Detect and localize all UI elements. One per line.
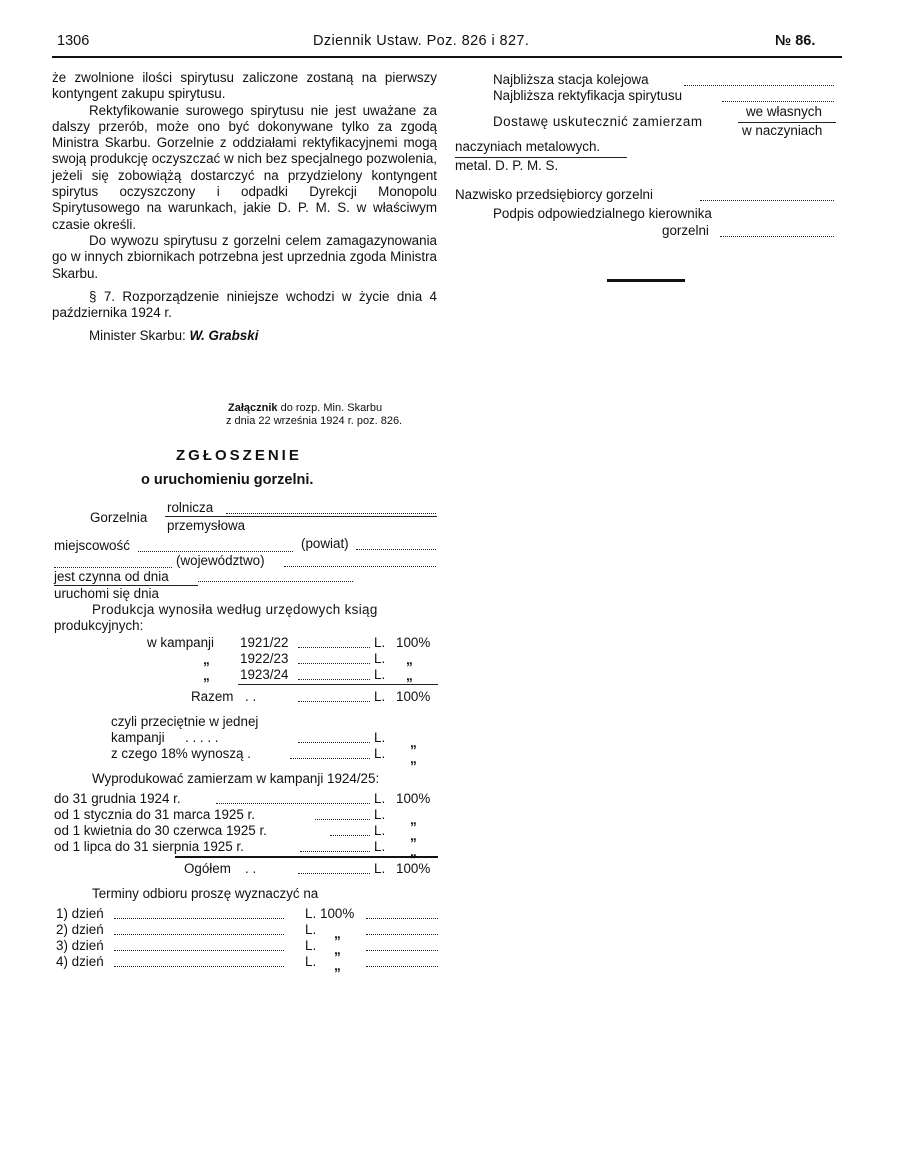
liters-label: L. bbox=[305, 922, 317, 937]
jest-czynna-field[interactable] bbox=[198, 581, 353, 582]
z-czego-field[interactable] bbox=[290, 758, 370, 759]
razem-field[interactable] bbox=[298, 701, 370, 702]
z-czego-label: z czego 18% wynoszą . bbox=[111, 746, 251, 761]
powiat-field[interactable] bbox=[356, 549, 436, 550]
stacja-field[interactable] bbox=[684, 85, 834, 86]
period-4: od 1 lipca do 31 sierpnia 1925 r. bbox=[54, 839, 244, 854]
pickup-day-4-amount[interactable] bbox=[366, 966, 438, 967]
ditto-mark: „ bbox=[410, 812, 417, 827]
ditto-mark: „ bbox=[406, 668, 413, 683]
podpis-label: Podpis odpowiedzialnego kierownika bbox=[493, 206, 712, 221]
period-4-field[interactable] bbox=[300, 851, 370, 852]
czyli-line-1: czyli przeciętnie w jednej bbox=[111, 714, 259, 729]
terminy-label: Terminy odbioru proszę wyznaczyć na bbox=[92, 886, 319, 901]
annex-line-2: z dnia 22 września 1924 r. poz. 826. bbox=[226, 415, 403, 427]
year-1923-24: 1923/24 bbox=[240, 667, 289, 682]
ditto-mark: „ bbox=[410, 735, 417, 750]
produkcja-line-1: Produkcja wynosiła według urzędowych ksiąg bbox=[92, 602, 378, 617]
gorzelnia-label: Gorzelnia bbox=[90, 510, 148, 525]
ditto-mark: „ bbox=[203, 668, 210, 683]
pickup-day-4-field[interactable] bbox=[114, 966, 284, 967]
uruchomi-label: uruchomi się dnia bbox=[54, 586, 159, 601]
rektyfikacja-label: Najbliższa rektyfikacja spirytusu bbox=[493, 88, 683, 103]
percent-label: 100% bbox=[396, 635, 431, 650]
liters-label: L. bbox=[305, 906, 317, 921]
podpis-field[interactable] bbox=[720, 236, 834, 237]
paragraph-2: Rektyfikowanie surowego spirytusu nie jest uważane za dalszy przerób, może ono być dokonywane tylko za zgodą Ministra Skarbu. Gorzelnie z oddziałami rektyfikacyjnemi mogą swoją produkcję oczyszczać w nich bez specjalnego pozwolenia, jeżeli się zobowiążą dostarczyć na przydzielony kontyngent spirytus oczyszczony i odpadki Dyrekcji Monopolu Spirytusowego na warunkach, jakie D. P. M. S. w właściwym czasie określi. bbox=[52, 102, 437, 232]
section-end-rule bbox=[607, 279, 685, 282]
fraction-line bbox=[165, 516, 437, 517]
period-3: od 1 kwietnia do 30 czerwca 1925 r. bbox=[54, 823, 267, 838]
rolnicza-field[interactable] bbox=[226, 513, 436, 514]
period-3-field[interactable] bbox=[330, 835, 370, 836]
ditto-mark: „ bbox=[410, 844, 417, 859]
year-1921-22: 1921/22 bbox=[240, 635, 289, 650]
produkcja-line-2: produkcyjnych: bbox=[54, 618, 144, 633]
liters-label: L. bbox=[374, 791, 386, 806]
liters-label: L. bbox=[374, 689, 386, 704]
liters-label: L. bbox=[374, 861, 386, 876]
w-naczyniach-label: w naczyniach bbox=[742, 123, 823, 138]
ditto-mark: „ bbox=[203, 652, 210, 667]
period-1-field[interactable] bbox=[216, 803, 370, 804]
pickup-day-2: 2) dzień bbox=[56, 922, 104, 937]
production-1921-22-field[interactable] bbox=[298, 647, 370, 648]
stacja-label: Najbliższa stacja kolejowa bbox=[493, 72, 649, 87]
period-1: do 31 grudnia 1924 r. bbox=[54, 791, 181, 806]
form-subtitle: o uruchomieniu gorzelni. bbox=[141, 472, 314, 488]
dots: . . . . . bbox=[185, 730, 219, 745]
dots: . . bbox=[245, 689, 257, 704]
liters-label: L. bbox=[305, 954, 317, 969]
year-1922-23: 1922/23 bbox=[240, 651, 289, 666]
pickup-day-1-amount[interactable] bbox=[366, 918, 438, 919]
annex-line-1 bbox=[228, 402, 382, 414]
header-rule bbox=[52, 56, 842, 58]
wojewodztwo-field[interactable] bbox=[54, 567, 172, 568]
journal-title: Dziennik Ustaw. Poz. 826 i 827. bbox=[313, 33, 530, 49]
wojewodztwo-field-2[interactable] bbox=[284, 566, 436, 567]
percent-label: 100% bbox=[396, 861, 431, 876]
liters-label: L. bbox=[374, 746, 386, 761]
ogolem-label: Ogółem bbox=[184, 861, 231, 876]
paragraph-1: że zwolnione ilości spirytusu zaliczone zostaną na pierwszy kontyngent zakupu spirytusu. bbox=[52, 70, 437, 102]
ogolem-field[interactable] bbox=[298, 873, 370, 874]
liters-label: L. bbox=[374, 730, 386, 745]
metal-dpms: metal. D. P. M. S. bbox=[455, 158, 559, 173]
percent-label: 100% bbox=[396, 791, 431, 806]
liters-label: L. bbox=[305, 938, 317, 953]
form-title: ZGŁOSZENIE bbox=[176, 447, 302, 464]
rolnicza-label: rolnicza bbox=[167, 500, 214, 515]
ditto-mark: „ bbox=[334, 958, 341, 973]
annex-label: Załącznik bbox=[228, 402, 278, 414]
pickup-day-2-field[interactable] bbox=[114, 934, 284, 935]
ditto-mark: „ bbox=[334, 942, 341, 957]
average-field[interactable] bbox=[298, 742, 370, 743]
nazwisko-field[interactable] bbox=[700, 200, 834, 201]
jest-czynna-label: jest czynna od dnia bbox=[54, 569, 169, 584]
pickup-day-3: 3) dzień bbox=[56, 938, 104, 953]
liters-label: L. bbox=[374, 635, 386, 650]
w-kampanji-label: w kampanji bbox=[147, 635, 214, 650]
dots: . . bbox=[245, 861, 257, 876]
total-rule bbox=[175, 856, 438, 858]
dostawe-label: Dostawę uskutecznić zamierzam bbox=[493, 114, 703, 129]
production-1923-24-field[interactable] bbox=[298, 679, 370, 680]
liters-label: L. bbox=[374, 651, 386, 666]
gorzelni-label: gorzelni bbox=[662, 223, 709, 238]
body-text bbox=[52, 70, 437, 345]
liters-label: L. bbox=[374, 807, 386, 822]
nazwisko-label: Nazwisko przedsiębiorcy gorzelni bbox=[455, 187, 653, 202]
pickup-day-3-field[interactable] bbox=[114, 950, 284, 951]
ditto-mark: „ bbox=[410, 828, 417, 843]
issue-number: № 86. bbox=[775, 33, 816, 49]
signature-prefix: Minister Skarbu: bbox=[89, 328, 190, 344]
rektyfikacja-field[interactable] bbox=[722, 101, 834, 102]
przemyslowa-label: przemysłowa bbox=[167, 518, 246, 533]
liters-label: L. bbox=[374, 839, 386, 854]
pickup-day-4: 4) dzień bbox=[56, 954, 104, 969]
miejscowosc-label: miejscowość bbox=[54, 538, 130, 553]
we-wlasnych-label: we własnych bbox=[746, 104, 822, 119]
wyprod-label: Wyprodukować zamierzam w kampanji 1924/25: bbox=[92, 771, 380, 786]
signature-name: W. Grabski bbox=[189, 328, 259, 344]
page-number: 1306 bbox=[57, 33, 90, 49]
sum-rule bbox=[238, 684, 438, 685]
liters-label: L. bbox=[374, 667, 386, 682]
period-2-field[interactable] bbox=[315, 819, 370, 820]
ditto-mark: „ bbox=[406, 652, 413, 667]
liters-label: L. bbox=[374, 823, 386, 838]
pickup-day-2-amount[interactable] bbox=[366, 934, 438, 935]
czyli-line-2: kampanji bbox=[111, 730, 165, 745]
percent-label: 100% bbox=[396, 689, 431, 704]
paragraph-section-7: § 7. Rozporządzenie niniejsze wchodzi w życie dnia 4 października 1924 r. bbox=[52, 288, 437, 321]
ditto-mark: „ bbox=[410, 751, 417, 766]
naczyniach-metalowych: naczyniach metalowych. bbox=[455, 139, 601, 154]
pickup-day-3-amount[interactable] bbox=[366, 950, 438, 951]
wojewodztwo-label: (województwo) bbox=[176, 553, 265, 568]
annex-ref: do rozp. Min. Skarbu bbox=[277, 402, 383, 414]
paragraph-3: Do wywozu spirytusu z gorzelni celem zamagazynowania go w innych zbiornikach potrzebna jest uprzednia zgoda Ministra Skarbu. bbox=[52, 232, 437, 281]
powiat-label: (powiat) bbox=[301, 536, 349, 551]
production-1922-23-field[interactable] bbox=[298, 663, 370, 664]
signature-line bbox=[52, 328, 437, 344]
ditto-mark: „ bbox=[334, 926, 341, 941]
miejscowosc-field[interactable] bbox=[138, 551, 293, 552]
pickup-day-1-field[interactable] bbox=[114, 918, 284, 919]
razem-label: Razem bbox=[191, 689, 234, 704]
pickup-day-1: 1) dzień bbox=[56, 906, 104, 921]
percent-label: 100% bbox=[320, 906, 355, 921]
period-2: od 1 stycznia do 31 marca 1925 r. bbox=[54, 807, 255, 822]
